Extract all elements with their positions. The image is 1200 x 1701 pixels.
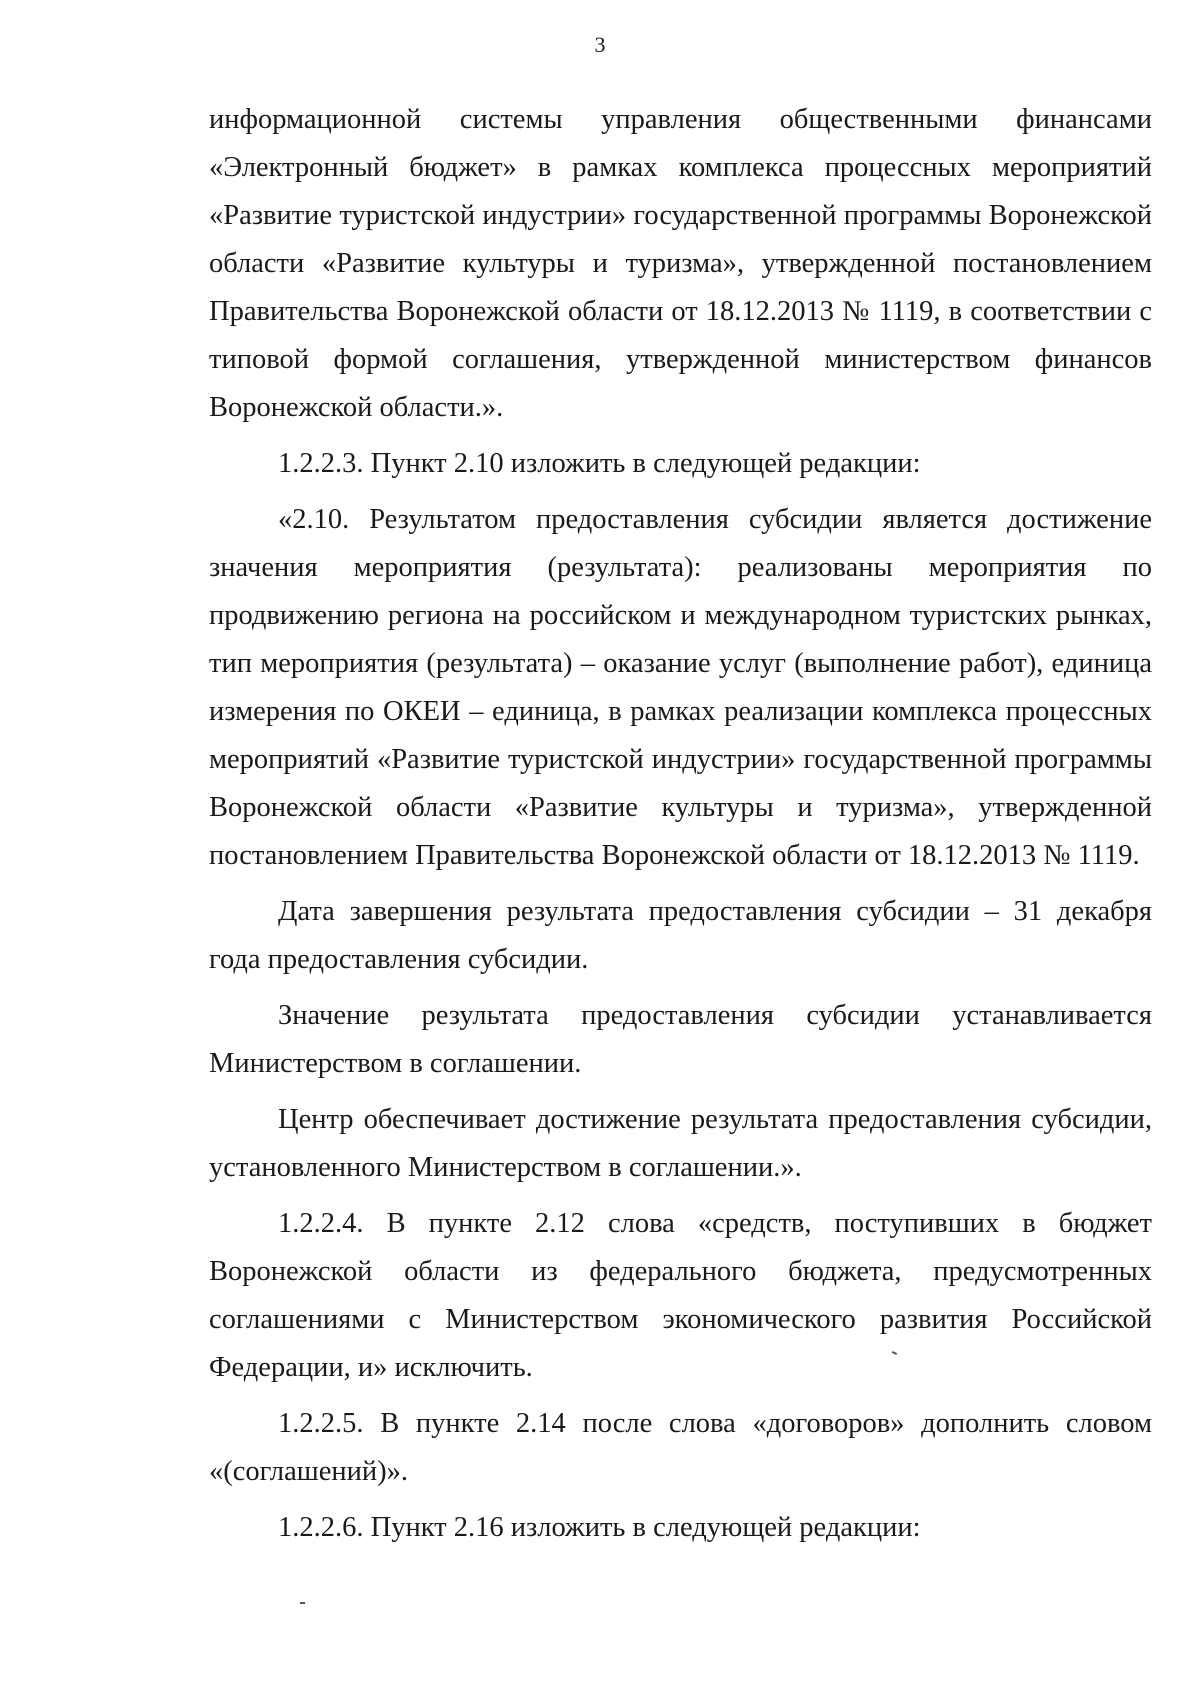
paragraph-result-value: Значение результата предоставления субсидии устанавливается Министерством в соглашении. (209, 1000, 1152, 1079)
paragraph-center-ensures: Центр обеспечивает достижение результата предоставления субсидии, установленного Министерством в соглашении.». (209, 1104, 1152, 1183)
paragraph-system-info: информационной системы управления общественными финансами «Электронный бюджет» в рамках комплекса процессных мероприятий «Развитие туристской индустрии» государственной программы Воронежской области «Развитие культуры и туризма», утвержденной постановлением Правительства Воронежской области от 18.12.2013 № 1119, в соответствии с типовой формой соглашения, утвержденной министерством финансов Воронежской области.». (209, 104, 1152, 423)
page-number: 3 (594, 32, 606, 57)
scan-speck (300, 1602, 305, 1604)
paragraph-item-1-2-2-6: 1.2.2.6. Пункт 2.16 изложить в следующей редакции: (278, 1512, 921, 1543)
paragraph-completion-date: Дата завершения результата предоставления субсидии – 31 декабря года предоставления субсидии. (209, 896, 1152, 975)
document-body (209, 96, 1152, 1560)
paragraph-item-1-2-2-5: 1.2.2.5. В пункте 2.14 после слова «договоров» дополнить словом «(соглашений)». (209, 1408, 1152, 1487)
paragraph-item-1-2-2-3: 1.2.2.3. Пункт 2.10 изложить в следующей редакции: (278, 448, 921, 479)
paragraph-item-1-2-2-4: 1.2.2.4. В пункте 2.12 слова «средств, поступивших в бюджет Воронежской области из федерального бюджета, предусмотренных соглашениями с Министерством экономического развития Российской Федерации, и» исключить. (209, 1208, 1152, 1383)
paragraph-clause-2-10: «2.10. Результатом предоставления субсидии является достижение значения мероприятия (результата): реализованы мероприятия по продвижению региона на российском и международном туристских рынках, тип мероприятия (результата) – оказание услуг (выполнение работ), единица измерения по ОКЕИ – единица, в рамках реализации комплекса процессных мероприятий «Развитие туристской индустрии» государственной программы Воронежской области «Развитие культуры и туризма», утвержденной постановлением Правительства Воронежской области от 18.12.2013 № 1119. (209, 504, 1152, 871)
